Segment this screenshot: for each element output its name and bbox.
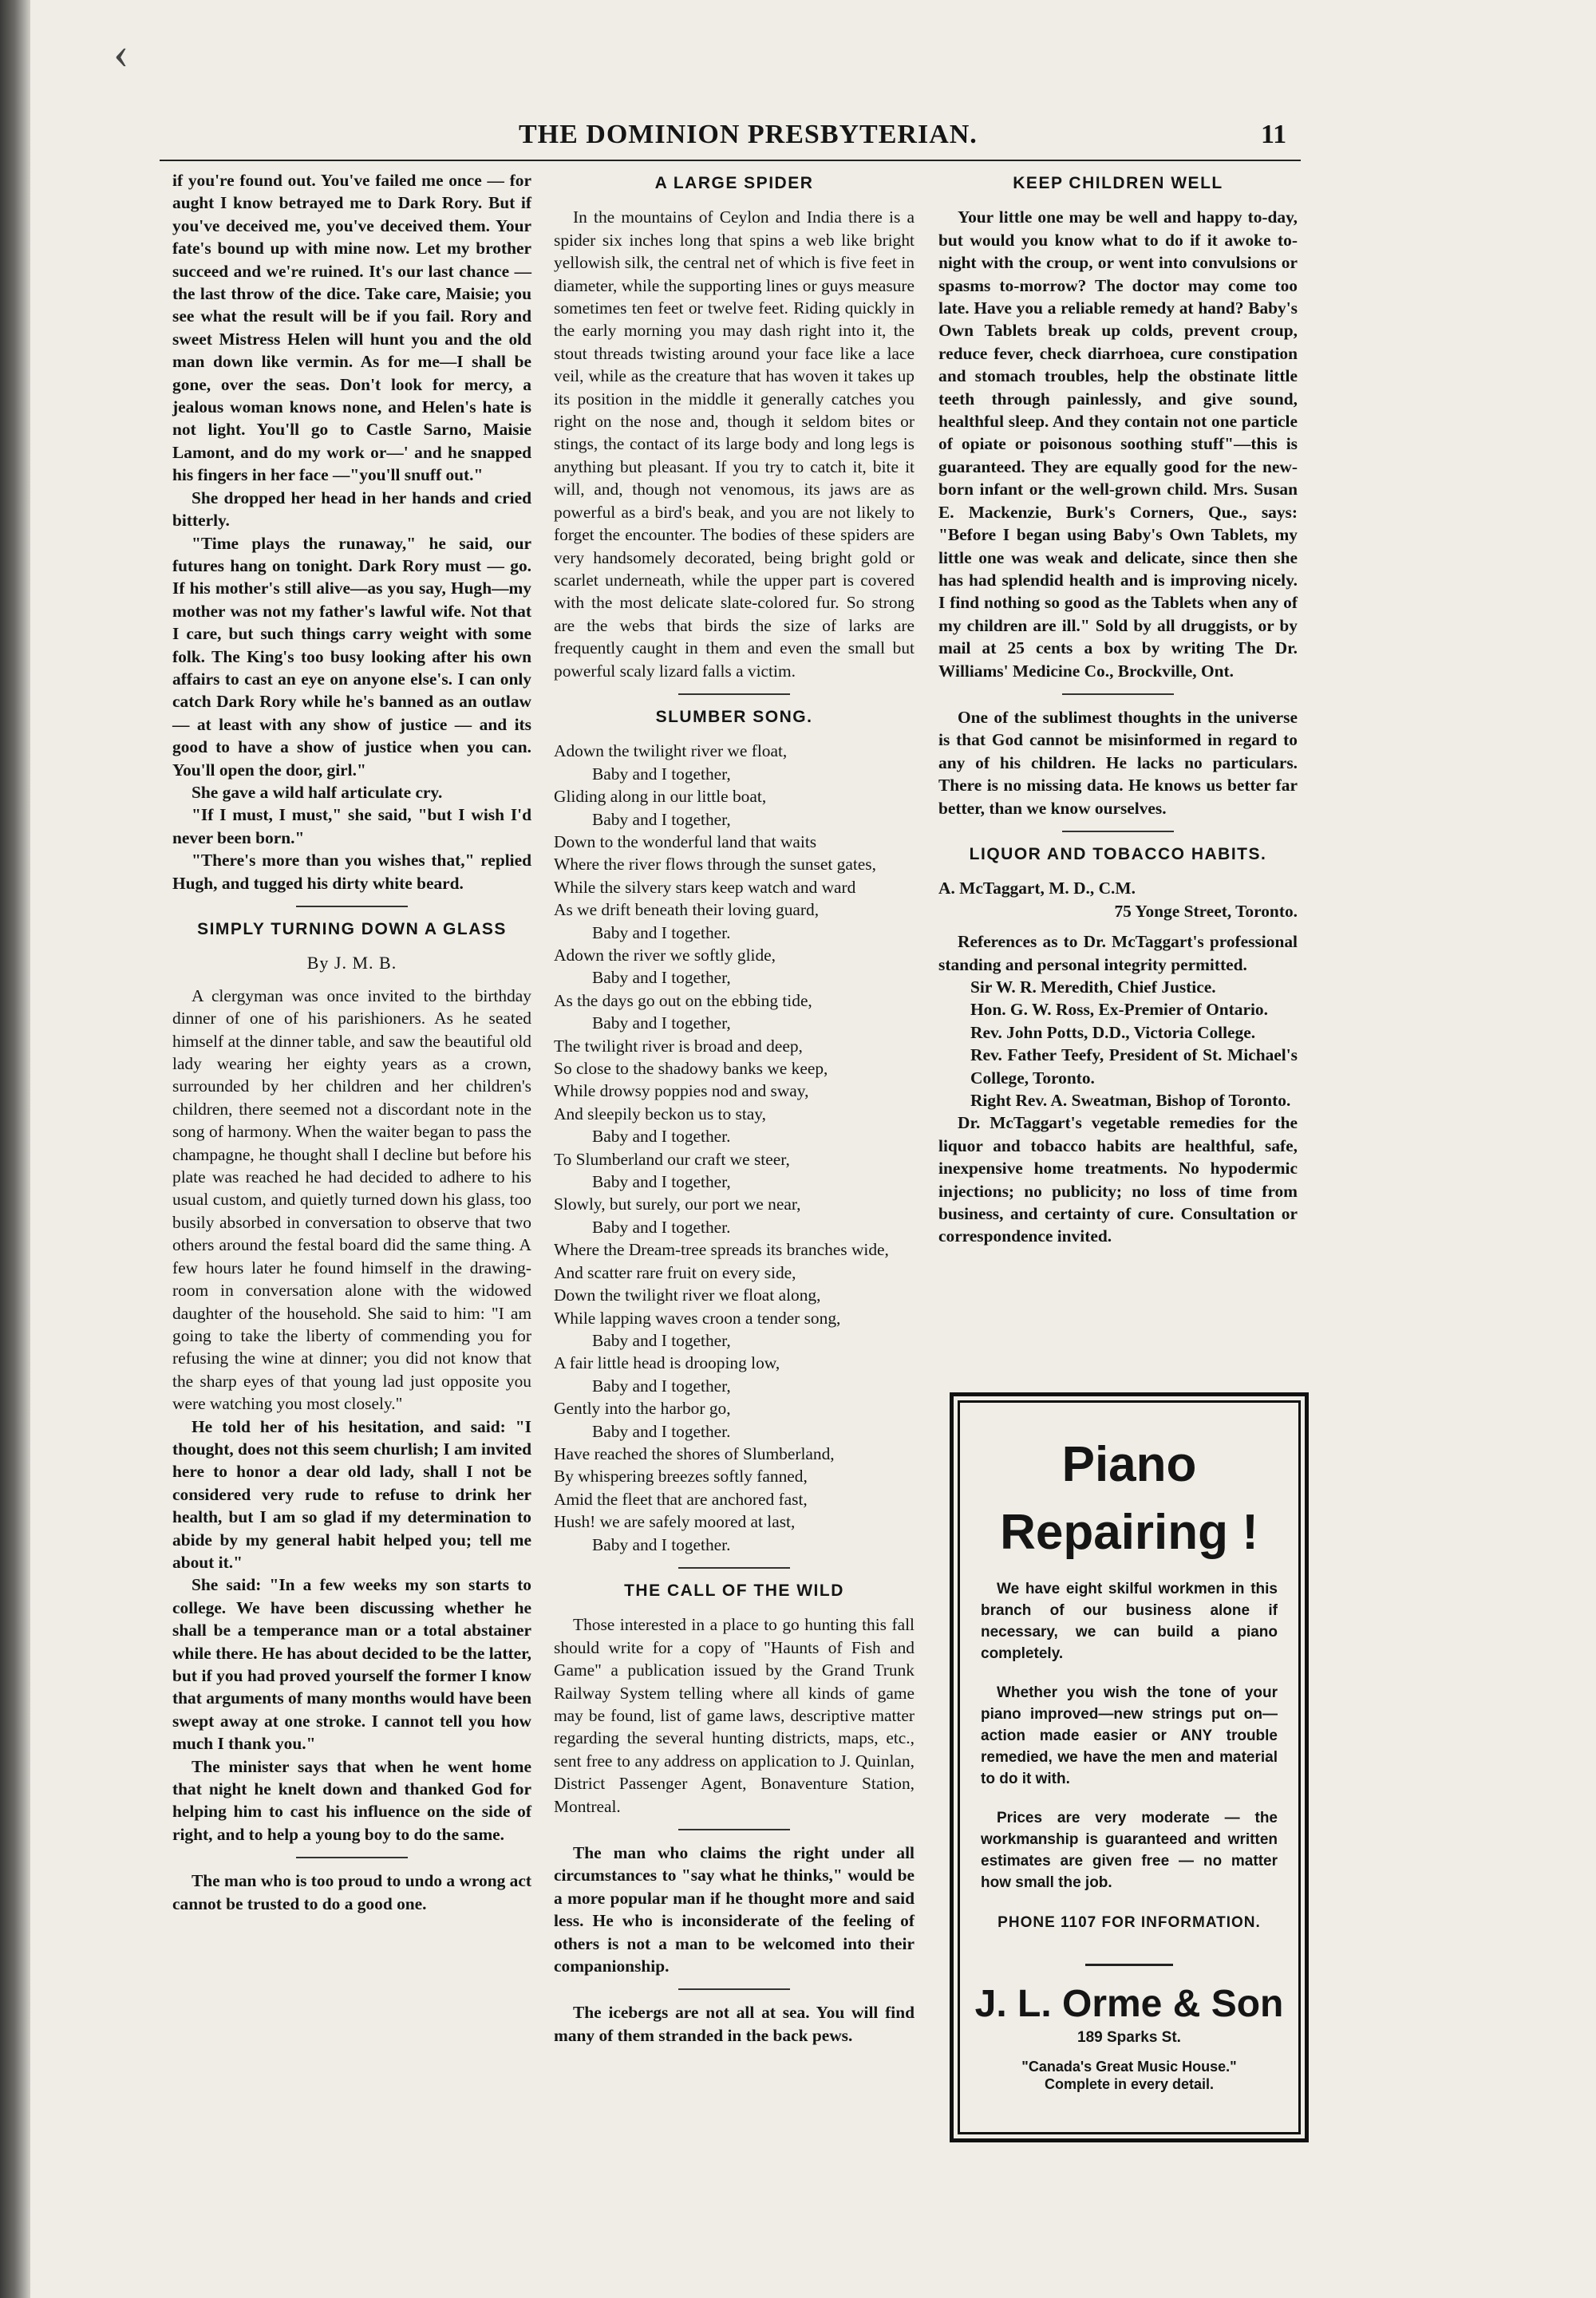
poem-line: Adown the twilight river we float, [554, 741, 788, 761]
song-title: SLUMBER SONG. [655, 707, 813, 726]
page-number: 11 [1261, 120, 1287, 149]
poem-line: Baby and I together, [592, 1172, 731, 1192]
reference: Rev. John Potts, D.D., Victoria College. [970, 1022, 1256, 1042]
poem-line: Hush! we are safely moored at last, [554, 1512, 796, 1532]
poem-line: Baby and I together. [592, 1217, 731, 1237]
story-paragraph: She gave a wild half articulate cry. [192, 782, 443, 802]
poem-line: And scatter rare fruit on every side, [554, 1262, 796, 1282]
divider [1062, 831, 1174, 832]
spider-title: A LARGE SPIDER [654, 174, 814, 192]
poem-line: Gliding along in our little boat, [554, 787, 767, 807]
article-paragraph: He told her of his hesitation, and said: "I thought, does not this seem churlish; I am invited here to honor a dear old lady, shall I not be considered very rude to refuse to drink her health, but I am so glad if my determination to abide by my general habit helped you; tell me about it." [172, 1416, 531, 1572]
remedies-paragraph: Dr. McTaggart's vegetable remedies for the liquor and tobacco habits are healthful, safe, inexpensive home treatments. No hypodermic injections; no publicity; no loss of time from business, and certainty of cure. Consultation or correspondence invited. [938, 1113, 1298, 1246]
poem-line: Amid the fleet that are anchored fast, [554, 1489, 808, 1509]
poem-line: Baby and I together, [592, 764, 731, 784]
reference: Rev. Father Teefy, President of St. Michael's College, Toronto. [970, 1045, 1298, 1088]
poem-line: Where the river flows through the sunset gates, [554, 855, 876, 875]
reference: Sir W. R. Meredith, Chief Justice. [970, 977, 1216, 997]
story-paragraph: "If I must, I must," she said, "but I wish I'd never been born." [172, 805, 531, 847]
poem-line: Baby and I together, [592, 1376, 731, 1396]
keep-paragraph: Your little one may be well and happy to-day, but would you know what to do if it awoke to-night with the croup, or went into convulsions or spasms to-morrow? The doctor may come too late. Have you a reliable remedy at hand? Baby's Own Tablets break up colds, prevent croup, reduce fever, check diarrhoea, cure constipation and stomach troubles, help the obstinate little teeth through painlessly, and give sound, healthful sleep. And they contain not one particle of opiate or poisonous soothing stuff"—this is guaranteed. They are equally good for the new-born infant or the well-grown child. Mrs. Susan E. Mackenzie, Burk's Corners, Que., says: "Before I began using Baby's Own Tablets, my little one was weak and delicate, since then she has had splendid health and is improving nicely. I find nothing so good as the Tablets when any of my children are ill." Sold by all druggists, or by mail at 25 cents a box by writing The Dr. Williams' Medicine Co., Brockville, Ont. [938, 207, 1298, 681]
corner-mark: ‹ [113, 26, 129, 78]
article-paragraph: A clergyman was once invited to the birthday dinner of one of his parishioners. As he seated himself at the dinner table, and saw the beautiful old lady wearing her eighty years as a crown, surrounded by her children and her children's children, there seemed not a discordant note in the song of harmony. When the waiter began to pass the champagne, he thought shall I decline but before his plate was reached he had decided to adhere to his usual custom, and quietly turned down his glass, too busily absorbed in conversation to observe that two others around the festal board did the same thing. A few hours later he found himself in the drawing-room in conversation alone with the widowed daughter of the household. She said to him: "I am going to take the liberty of commending you for refusing the wine at dinner; you did not know that the sharp eyes of that young lad just opposite you were watching you most closely." [172, 985, 531, 1414]
poem-line: Baby and I together. [592, 1127, 731, 1147]
divider [296, 906, 408, 907]
poem-line: A fair little head is drooping low, [554, 1353, 780, 1373]
poem-line: As we drift beneath their loving guard, [554, 900, 820, 920]
column-1 [172, 169, 531, 1915]
refs-intro: References as to Dr. McTaggart's professional standing and personal integrity permitted. [938, 932, 1298, 974]
poem-line: While lapping waves croon a tender song, [554, 1308, 841, 1328]
poem-line: To Slumberland our craft we steer, [554, 1149, 790, 1169]
divider [678, 1988, 790, 1990]
divider [678, 1829, 790, 1830]
poem-line: Baby and I together. [592, 922, 731, 942]
poem-line: Baby and I together. [592, 1421, 731, 1441]
spider-paragraph: In the mountains of Ceylon and India there is a spider six inches long that spins a web like bright yellowish silk, the central net of which is five feet in diameter, while the supporting lines or guys measure sometimes ten feet or twelve feet. Riding quickly in the early morning you may dash right into it, the stout threads twisting around your face like a lace veil, while as the creature that has woven it takes up its position in the middle it generally catches you right on the nose and, though it seldom bites or stings, the contact of its large body and long legs is anything but pleasant. If you try to catch it, bite it will, and, though not venomous, its jaws are as powerful as a bird's beak, and you are not likely to forget the encounter. The bodies of these spiders are very handsomely decorated, being bright gold or scarlet underneath, while the upper part is covered with the most delicate slate-colored fur. So strong are the webs that birds the size of larks are frequently caught in them and even the small but powerful scaly lizard falls a victim. [554, 207, 915, 681]
poem-line: Down the twilight river we float along, [554, 1285, 821, 1305]
slumber-song [554, 740, 915, 1556]
poem-line: By whispering breezes softly fanned, [554, 1467, 808, 1487]
ad-divider [1085, 1964, 1173, 1966]
ad-tagline: Complete in every detail. [1044, 2076, 1215, 2092]
column-2 [554, 169, 915, 2047]
divider [296, 1857, 408, 1858]
sublime-paragraph: One of the sublimest thoughts in the universe is that God cannot be misinformed in regard to any of his children. He lacks no particulars. There is no missing data. He knows us better far better, than we know ourselves. [938, 707, 1298, 818]
ad-paragraph: Prices are very moderate — the workmanship is guaranteed and written estimates are given free — no matter how small the job. [981, 1810, 1278, 1891]
column-3 [938, 169, 1298, 1248]
poem-line: And sleepily beckon us to stay, [554, 1104, 766, 1123]
poem-line: Baby and I together, [592, 1330, 731, 1350]
poem-line: Baby and I together. [592, 1534, 731, 1554]
divider [678, 693, 790, 695]
poem-line: Where the Dream-tree spreads its branches wide, [554, 1240, 889, 1260]
reference: Hon. G. W. Ross, Ex-Premier of Ontario. [970, 1000, 1268, 1020]
liquor-title: LIQUOR AND TOBACCO HABITS. [969, 844, 1267, 863]
ad-company: J. L. Orme & Son [974, 1983, 1284, 2025]
poem-line: Adown the river we softly glide, [554, 946, 776, 965]
article-title: SIMPLY TURNING DOWN A GLASS [197, 920, 507, 938]
story-paragraph: "Time plays the runaway," he said, our futures hang on tonight. Dark Rory must — go. If his mother's still alive—as you say, Hugh—my mother was not my father's lawful wife. Not that I care, but such things carry weight with some folk. The King's too busy looking after his own affairs to cast an eye on anyone else's. I can only catch Dark Rory while he's banned as an outlaw — at least with any show of justice — and its good to have a show of justice when you can. You'll open the door, girl." [172, 533, 531, 780]
ad-paragraph: Whether you wish the tone of your piano improved—new strings put on—action made easier or ANY trouble remedied, we have the men and material to do it with. [981, 1684, 1278, 1787]
poem-line: While drowsy poppies nod and sway, [554, 1081, 809, 1101]
piano-ad [950, 1392, 1309, 2142]
ad-title-piano: Piano [1061, 1437, 1197, 1492]
closing-note: The man who is too proud to undo a wrong act cannot be trusted to do a good one. [172, 1871, 531, 1913]
ad-paragraph: We have eight skilful workmen in this branch of our business alone if necessary, we can build a piano completely. [981, 1581, 1278, 1662]
poem-line: Baby and I together, [592, 809, 731, 829]
doctor-address: 75 Yonge Street, Toronto. [1114, 901, 1298, 921]
article-paragraph: She said: "In a few weeks my son starts to college. We have been discussing whether he shall be a temperance man or a total abstainer while there. He has about decided to be the latter, but if you had proved yourself the former I know that arguments of many months would have been swept away at one stroke. I cannot tell you how much I thank you." [172, 1575, 531, 1754]
poem-line: Baby and I together, [592, 1013, 731, 1033]
divider [678, 1567, 790, 1569]
masthead-rule [160, 160, 1301, 161]
doctor-name: A. McTaggart, M. D., C.M. [938, 879, 1136, 898]
page-edge [0, 0, 30, 2298]
poem-line: While the silvery stars keep watch and ward [554, 877, 856, 897]
keep-title: KEEP CHILDREN WELL [1013, 174, 1223, 192]
man-paragraph: The man who claims the right under all circumstances to "say what he thinks," would be a more popular man if he thought more and said less. He who is inconsiderate of the feeling of others is not a man to be welcomed into their companionship. [554, 1843, 915, 1976]
article-paragraph: The minister says that when he went home that night he knelt down and thanked God for helping him to cast his influence on the side of right, and to help a young boy to do the same. [172, 1756, 531, 1844]
poem-line: As the days go out on the ebbing tide, [554, 990, 812, 1010]
poem-line: Baby and I together, [592, 968, 731, 988]
poem-line: Have reached the shores of Slumberland, [554, 1443, 835, 1463]
poem-line: Slowly, but surely, our port we near, [554, 1194, 801, 1214]
wild-title: THE CALL OF THE WILD [624, 1581, 844, 1600]
byline: By J. M. B. [306, 953, 397, 973]
icebergs-paragraph: The icebergs are not all at sea. You will find many of them stranded in the back pews. [554, 2003, 915, 2045]
ad-title-repairing: Repairing ! [1000, 1505, 1258, 1560]
poem-line: Gently into the harbor go, [554, 1399, 731, 1419]
masthead-title: THE DOMINION PRESBYTERIAN. [519, 120, 978, 149]
reference: Right Rev. A. Sweatman, Bishop of Toronto. [970, 1091, 1291, 1111]
story-paragraph: if you're found out. You've failed me once — for aught I know betrayed me to Dark Rory. But if you've deceived me, you've deceived them. Your fate's bound up with mine now. Let my brother succeed and we're ruined. It's our last chance — the last throw of the dice. Take care, Maisie; you see what the result will be if you fail. Rory and sweet Mistress Helen will hunt you and the old man down like vermin. As for me—I shall be gone, over the seas. Don't look for mercy, a jealous woman knows none, and Helen's hate is not light. You'll go to Castle Sarno, Maisie Lamont, and do my work or—' and he snapped his fingers in her face —"you'll snuff out." [172, 171, 531, 485]
wild-paragraph: Those interested in a place to go hunting this fall should write for a copy of "Haunts of Fish and Game" a publication issued by the Grand Trunk Railway System telling where all kinds of game may be found, list of game laws, descriptive matter regarding the several hunting districts, maps, etc., sent free to any address on application to J. Quinlan, District Passenger Agent, Bonaventure Station, Montreal. [554, 1615, 915, 1816]
ad-phone: PHONE 1107 FOR INFORMATION. [998, 1914, 1261, 1931]
poem-line: Down to the wonderful land that waits [554, 831, 817, 851]
divider [1062, 693, 1174, 695]
ad-company-address: 189 Sparks St. [1077, 2029, 1181, 2046]
poem-line: The twilight river is broad and deep, [554, 1036, 803, 1056]
story-paragraph: "There's more than you wishes that," replied Hugh, and tugged his dirty white beard. [172, 851, 531, 893]
ad-tagline: "Canada's Great Music House." [1021, 2059, 1237, 2075]
poem-line: So close to the shadowy banks we keep, [554, 1059, 828, 1079]
story-paragraph: She dropped her head in her hands and cried bitterly. [172, 488, 531, 531]
